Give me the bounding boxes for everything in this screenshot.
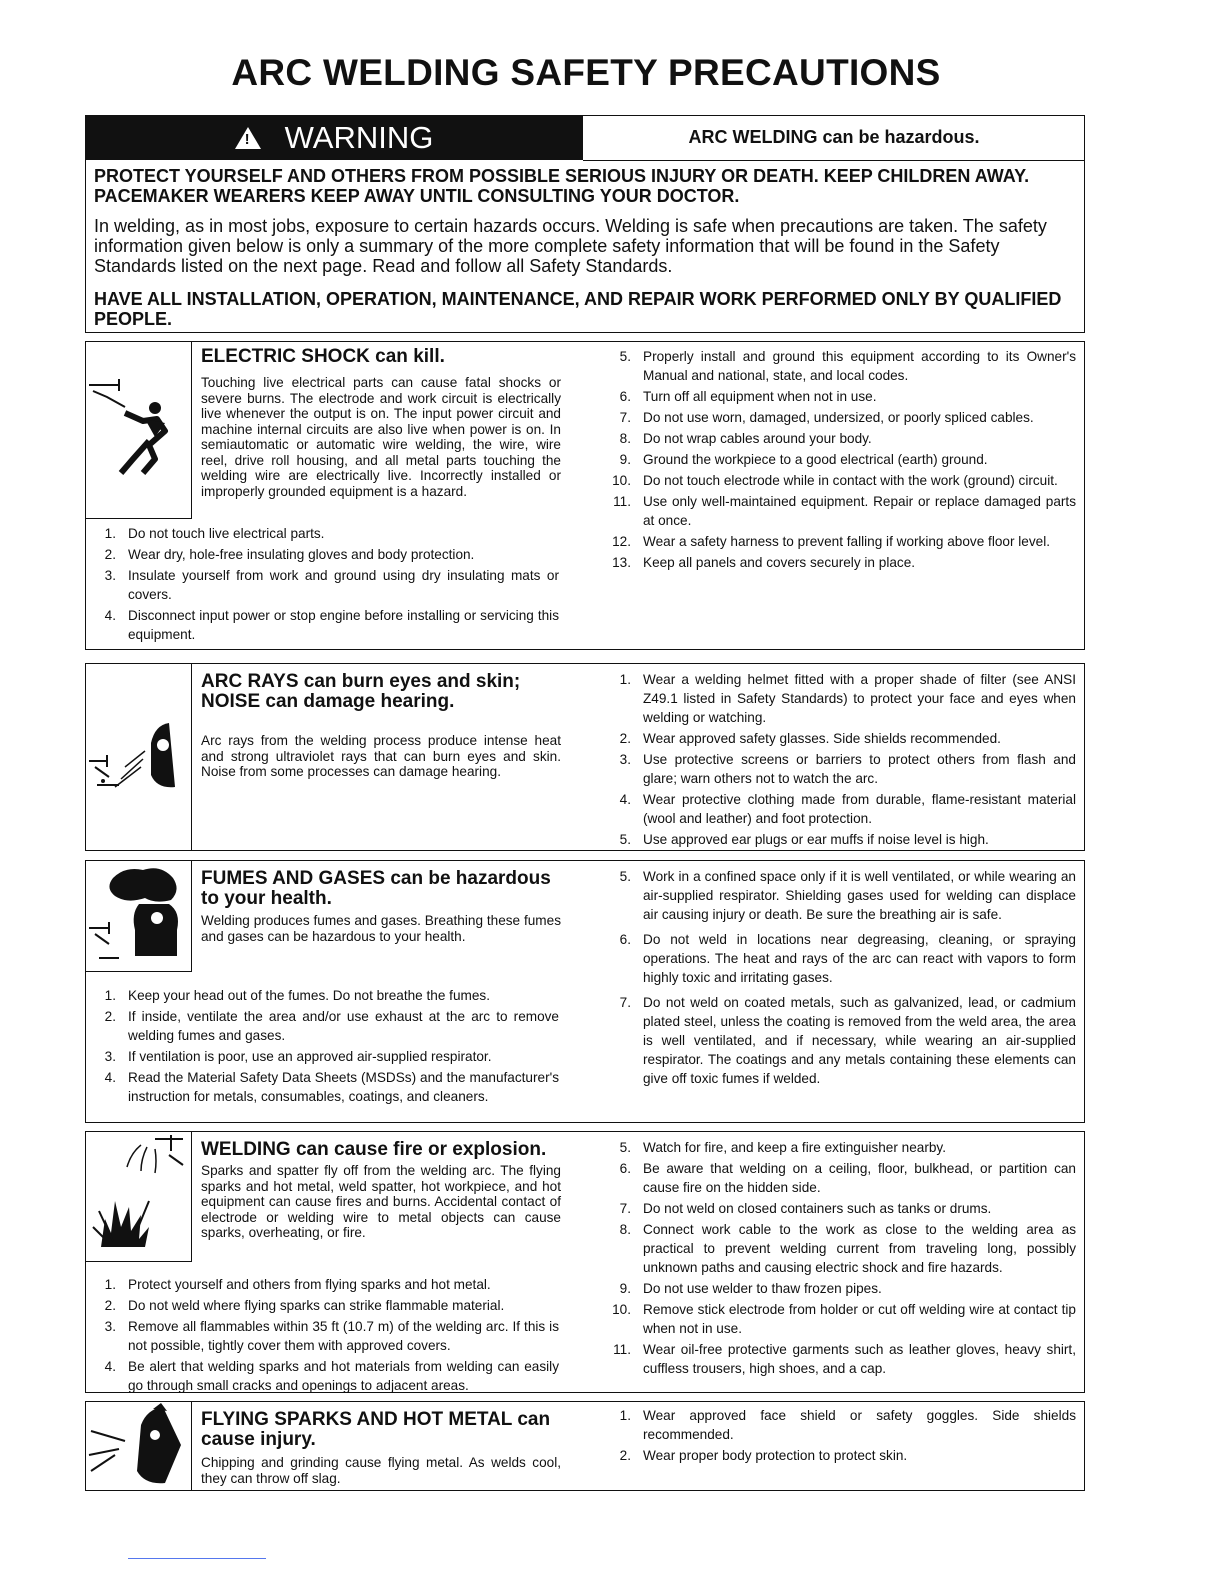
list-item: 10. Do not touch electrode while in contact with the work (ground) circuit. xyxy=(612,473,1058,488)
list-item: 8. Connect work cable to the work as close to the welding area as practical to prevent welding current from traveling long, possibly unknown paths and causing electric shock and fire hazards. xyxy=(619,1222,1076,1275)
section-description: Welding produces fumes and gases. Breathing these fumes and gases can be hazardous to your health. xyxy=(201,913,561,944)
warning-label: WARNING xyxy=(284,119,434,155)
list-item: 10. Remove stick electrode from holder or cut off welding wire at contact tip when not in use. xyxy=(612,1302,1076,1336)
list-item: 3. If ventilation is poor, use an approved air-supplied respirator. xyxy=(104,1049,492,1064)
list-item: 6. Do not weld in locations near degreasing, cleaning, or spraying operations. The heat and rays of the arc can react with vapors to form highly toxic and irritating gases. xyxy=(619,932,1076,985)
right-list xyxy=(601,1406,1076,1467)
list-item: 9. Ground the workpiece to a good electrical (earth) ground. xyxy=(619,452,988,467)
section-heading: FLYING SPARKS AND HOT METAL can cause injury. xyxy=(201,1409,551,1450)
section-heading: WELDING can cause fire or explosion. xyxy=(201,1139,547,1160)
list-item: 4. Read the Material Safety Data Sheets (MSDSs) and the manufacturer's instruction for metals, consumables, coatings, and cleaners. xyxy=(104,1070,559,1104)
list-item: 4. Disconnect input power or stop engine before installing or servicing this equipment. xyxy=(104,608,559,642)
left-list xyxy=(92,986,559,1108)
protect-statement: PROTECT YOURSELF AND OTHERS FROM POSSIBLE SERIOUS INJURY OR DEATH. KEEP CHILDREN AWAY. PACEMAKER WEARERS KEEP AWAY UNTIL CONSULTING YOUR DOCTOR. xyxy=(94,166,1030,206)
list-item: 1. Do not touch live electrical parts. xyxy=(104,526,325,541)
list-item: 3. Remove all flammables within 35 ft (10.7 m) of the welding arc. If this is not possible, tightly cover them with approved covers. xyxy=(104,1319,559,1353)
right-list xyxy=(601,347,1076,574)
list-item: 1. Keep your head out of the fumes. Do not breathe the fumes. xyxy=(104,988,490,1003)
list-item: 5. Use approved ear plugs or ear muffs if noise level is high. xyxy=(619,832,989,847)
list-item: 4. Wear protective clothing made from durable, flame-resistant material (wool and leather) and foot protection. xyxy=(619,792,1076,826)
section-description: Touching live electrical parts can cause fatal shocks or severe burns. The electrode and work circuit is electrically live whenever the output is on. The input power circuit and machine internal circuits are also live when power is on. In semiautomatic or automatic wire welding, the wire, wire reel, drive roll housing, and all metal parts touching the welding wire are electrically live. Incorrectly installed or improperly grounded equipment is a hazard. xyxy=(201,375,561,499)
section-heading: ARC RAYS can burn eyes and skin; NOISE can damage hearing. xyxy=(201,671,521,712)
flying-sparks-icon xyxy=(85,1401,192,1491)
list-item: 5. Work in a confined space only if it is well ventilated, or while wearing an air-supplied respirator. Shielding gases used for welding can displace air causing injury or death. Be sure the breathing air is safe. xyxy=(619,869,1076,922)
list-item: 2. Wear proper body protection to protect skin. xyxy=(619,1448,908,1463)
divider-line xyxy=(128,1558,266,1559)
list-item: 1. Protect yourself and others from flying sparks and hot metal. xyxy=(104,1277,491,1292)
list-item: 11. Use only well-maintained equipment. Repair or replace damaged parts at once. xyxy=(613,494,1076,528)
hazard-statement: ARC WELDING can be hazardous. xyxy=(583,115,1085,161)
qualified-statement: HAVE ALL INSTALLATION, OPERATION, MAINTENANCE, AND REPAIR WORK PERFORMED ONLY BY QUALIFIED PEOPLE. xyxy=(94,289,1062,329)
list-item: 12. Wear a safety harness to prevent falling if working above floor level. xyxy=(612,534,1051,549)
electric-shock-icon xyxy=(85,341,192,519)
left-list xyxy=(92,1275,559,1397)
list-item: 1. Wear approved face shield or safety goggles. Side shields recommended. xyxy=(619,1408,1076,1442)
right-list xyxy=(601,867,1076,1090)
section-heading: ELECTRIC SHOCK can kill. xyxy=(201,346,445,367)
section-description: Chipping and grinding cause flying metal. As welds cool, they can throw off slag. xyxy=(201,1455,561,1486)
warning-header xyxy=(85,115,583,160)
list-item: 7. Do not weld on coated metals, such as galvanized, lead, or cadmium plated steel, unless the coating is removed from the weld area, the area is well ventilated, and if necessary, while wearing an air-supplied respirator. The coatings and any metals containing these elements can give off toxic fumes if welded. xyxy=(619,995,1076,1086)
list-item: 5. Watch for fire, and keep a fire extinguisher nearby. xyxy=(619,1140,946,1155)
list-item: 4. Be alert that welding sparks and hot materials from welding can easily go through small cracks and openings to adjacent areas. xyxy=(104,1359,559,1393)
fire-explosion-icon xyxy=(85,1131,192,1262)
left-list xyxy=(92,524,559,646)
list-item: 6. Be aware that welding on a ceiling, floor, bulkhead, or partition can cause fire on the hidden side. xyxy=(619,1161,1076,1195)
arc-rays-icon xyxy=(85,663,192,851)
list-item: 7. Do not weld on closed containers such as tanks or drums. xyxy=(619,1201,992,1216)
section-description: Sparks and spatter fly off from the welding arc. The flying sparks and hot metal, weld spatter, hot workpiece, and hot equipment can cause fires and burns. Accidental contact of electrode or welding wire to metal objects can cause sparks, overheating, or fire. xyxy=(201,1163,561,1240)
section-heading: FUMES AND GASES can be hazardous to your health. xyxy=(201,868,551,909)
list-item: 8. Do not wrap cables around your body. xyxy=(619,431,872,446)
fumes-icon xyxy=(85,860,192,972)
list-item: 2. Wear dry, hole-free insulating gloves and body protection. xyxy=(104,547,475,562)
list-item: 2. Wear approved safety glasses. Side shields recommended. xyxy=(619,731,1001,746)
list-item: 1. Wear a welding helmet fitted with a proper shade of filter (see ANSI Z49.1 listed in Safety Standards) to protect your face and eyes when welding or watching. xyxy=(619,672,1076,725)
list-item: 3. Insulate yourself from work and ground using dry insulating mats or covers. xyxy=(104,568,559,602)
list-item: 2. Do not weld where flying sparks can strike flammable material. xyxy=(104,1298,505,1313)
page-title: ARC WELDING SAFETY PRECAUTIONS xyxy=(231,52,941,93)
right-list xyxy=(601,1138,1076,1380)
list-item: 2. If inside, ventilate the area and/or use exhaust at the arc to remove welding fumes and gases. xyxy=(104,1009,559,1043)
right-list xyxy=(601,670,1076,851)
warning-triangle-icon: ! xyxy=(235,127,261,149)
list-item: 7. Do not use worn, damaged, undersized, or poorly spliced cables. xyxy=(619,410,1034,425)
intro-paragraph: In welding, as in most jobs, exposure to certain hazards occurs. Welding is safe when precautions are taken. The safety information given below is only a summary of the more complete safety information that will be found in the Safety Standards listed on the next page. Read and follow all Safety Standards. xyxy=(94,216,1047,276)
section-description: Arc rays from the welding process produce intense heat and strong ultraviolet rays that can burn eyes and skin. Noise from some processes can damage hearing. xyxy=(201,733,561,779)
list-item: 9. Do not use welder to thaw frozen pipes. xyxy=(619,1281,882,1296)
list-item: 11. Wear oil-free protective garments such as leather gloves, heavy shirt, cuffless trousers, high shoes, and a cap. xyxy=(613,1342,1076,1376)
list-item: 3. Use protective screens or barriers to protect others from flash and glare; warn others not to watch the arc. xyxy=(619,752,1076,786)
list-item: 6. Turn off all equipment when not in use. xyxy=(619,389,877,404)
list-item: 5. Properly install and ground this equipment according to its Owner's Manual and national, state, and local codes. xyxy=(619,349,1076,383)
list-item: 13. Keep all panels and covers securely in place. xyxy=(612,555,916,570)
